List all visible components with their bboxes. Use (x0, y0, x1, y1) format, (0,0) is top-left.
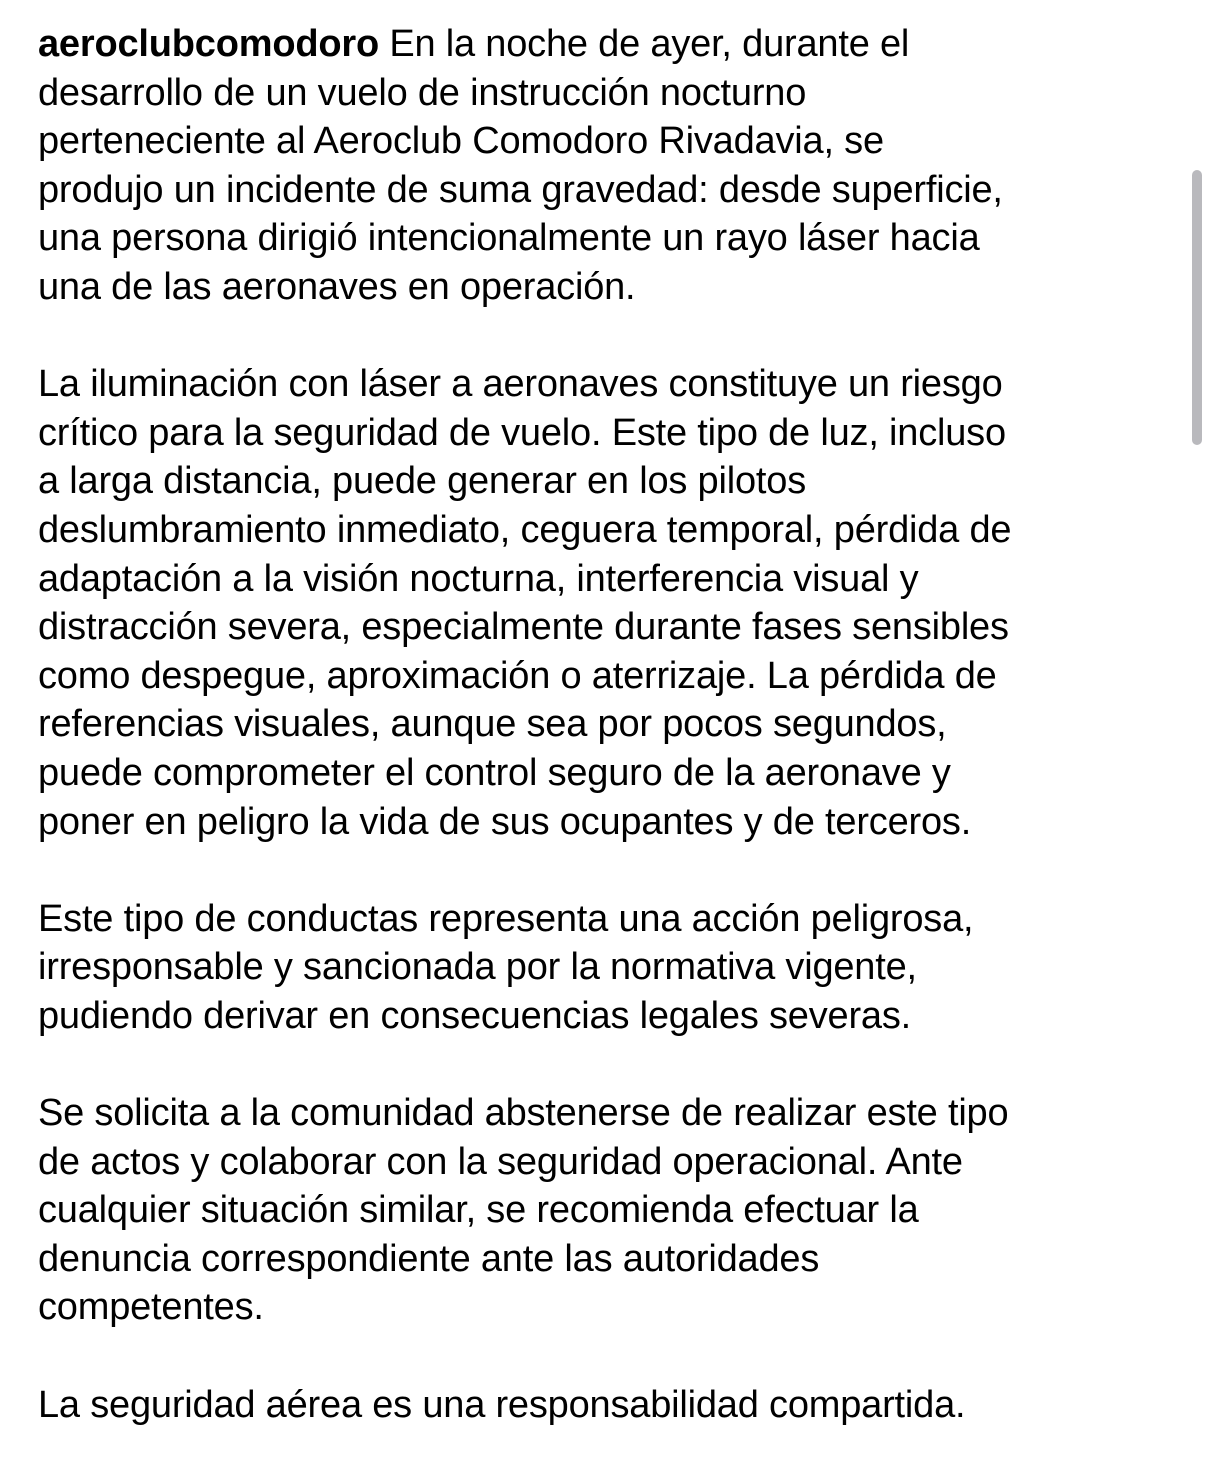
username-link[interactable]: aeroclubcomodoro (38, 23, 379, 65)
caption-paragraph-2: La iluminación con láser a aeronaves constituye un riesgo crítico para la seguridad de vuelo. Este tipo de luz, incluso a larga distancia, puede generar en los pilotos deslumbramiento inmediato, ceguera temporal, pérdida de adaptación a la visión nocturna, interferencia visual y distracción severa, especialmente durante fases sensibles como despegue, aproximación o aterrizaje. La pérdida de referencias visuales, aunque sea por pocos segundos, puede comprometer el control seguro de la aeronave y poner en peligro la vida de sus ocupantes y de terceros. (38, 363, 1012, 843)
post-caption (38, 20, 1178, 1429)
caption-text-1: En la noche de ayer, durante el desarrollo de un vuelo de instrucción nocturno perteneciente al Aeroclub Comodoro Rivadavia, se produjo un incidente de suma gravedad: desde superficie, una persona dirigió intencionalmente un rayo láser hacia una de las aeronaves en operación. (38, 23, 1003, 308)
caption-paragraph-1 (38, 20, 1178, 312)
caption-paragraph-3: Este tipo de conductas representa una acción peligrosa, irresponsable y sancionada por la normativa vigente, pudiendo derivar en consecuencias legales severas. (38, 897, 974, 1037)
caption-paragraph-5: La seguridad aérea es una responsabilidad compartida. (38, 1383, 966, 1426)
scrollbar-thumb[interactable] (1192, 170, 1202, 445)
caption-paragraph-4: Se solicita a la comunidad abstenerse de realizar este tipo de actos y colaborar con la seguridad operacional. Ante cualquier situación similar, se recomienda efectuar la denuncia correspondiente ante las autoridades competentes. (38, 1092, 1009, 1329)
